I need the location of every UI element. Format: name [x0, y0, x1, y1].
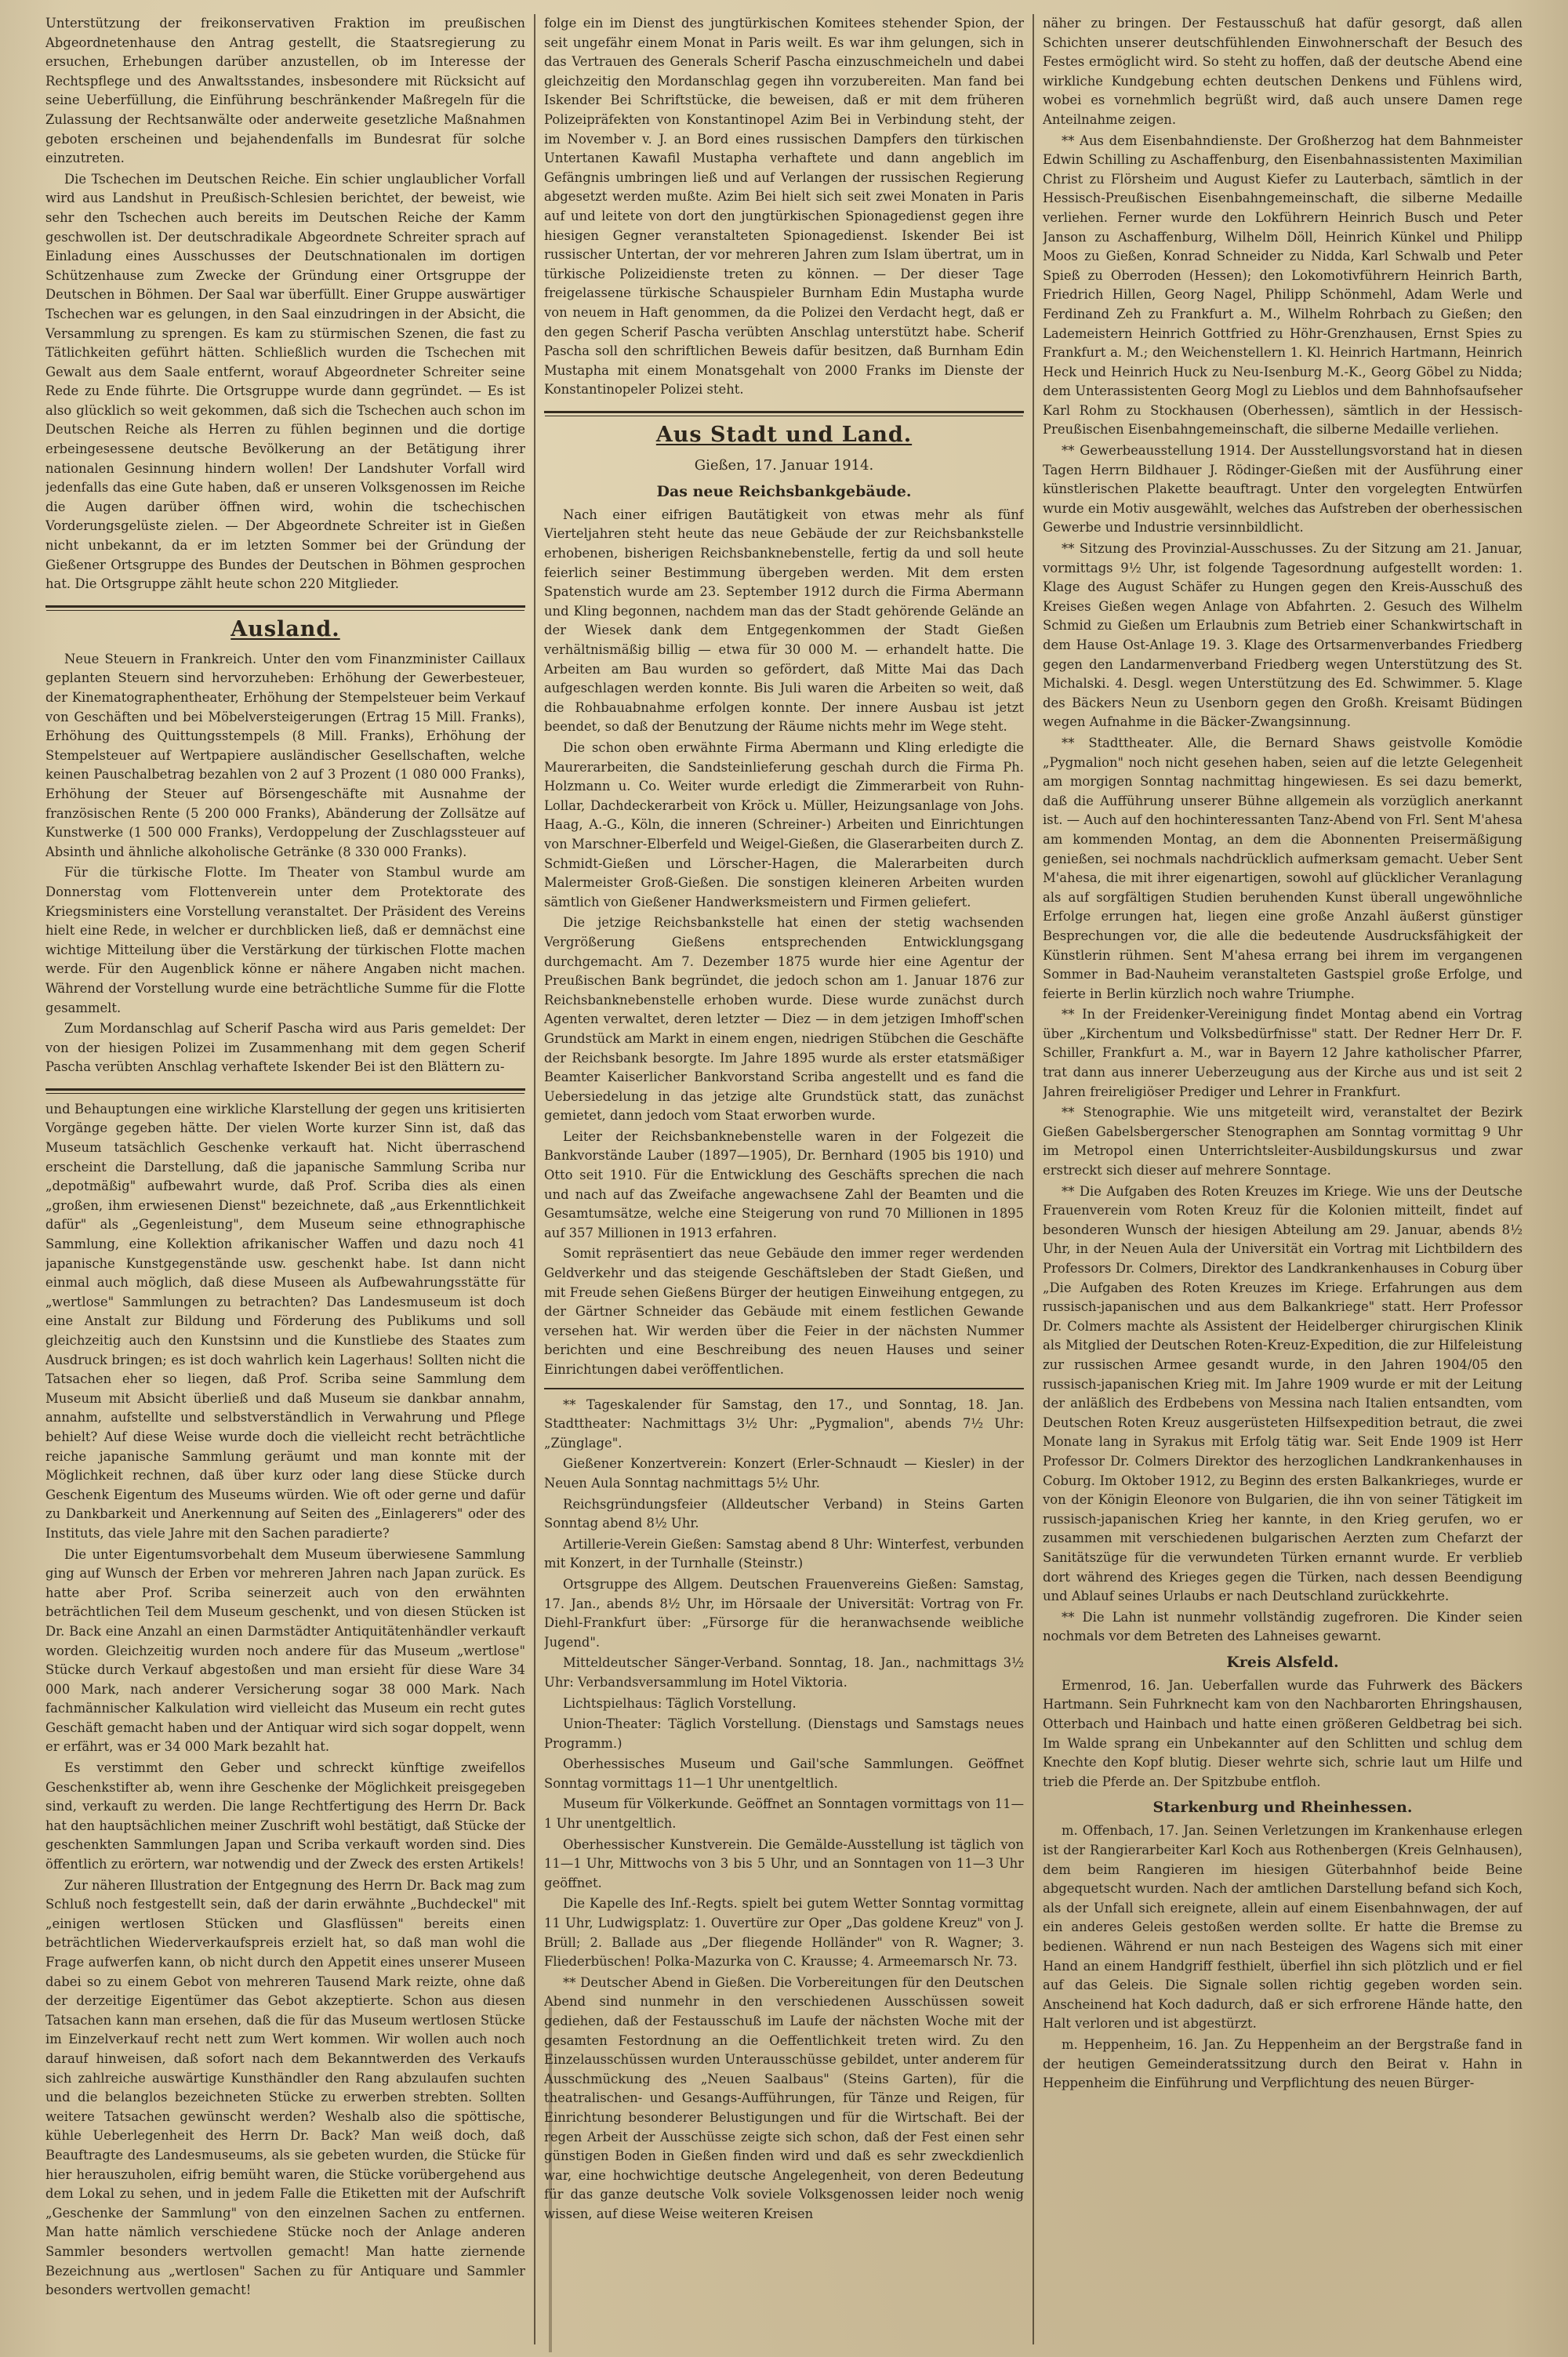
- column-right: [1043, 14, 1523, 2343]
- article-offenbach: m. Offenbach, 17. Jan. Seinen Verletzungen im Krankenhause erlegen ist der Rangierarbeiter Karl Koch aus Rothenbergen (Kreis Gelnhausen), dem beim Rangieren im hiesigen Güterbahnhof beide Beine abgequetscht wurden. Nach der amtlichen Darstellung befand sich Koch, als der Unfall sich ereignete, allein auf einem Eisenbahnwagen, der auf ein anderes Geleis gestoßen werden sollte. Er hatte die Bremse zu bedienen. Während er nun nach Besteigen des Wagens sich mit einer Hand an einem Handgriff festhielt, überfiel ihn sich plötzlich und er fiel auf das Geleis. Die Signale sollen richtig gegeben worden sein. Anscheinend hat Koch dadurch, daß er sich erfrorene Hände hatte, den Halt verloren und ist abgestürzt.: [1043, 1823, 1523, 2032]
- calendar-item: Union-Theater: Täglich Vorstellung. (Dienstags und Samstags neues Programm.): [544, 1716, 1024, 1751]
- article-reichsbank-1: Nach einer eifrigen Bautätigkeit von etwas mehr als fünf Vierteljahren steht heute das neue Gebäude der zur Reichsbankstelle erhobenen, bisherigen Reichsbanknebenstelle, fertig da und soll heute feierlich seiner Bestimmung übergeben werden. Mit dem ersten Spatenstich wurde am 23. September 1912 durch die Firma Abermann und Kling begonnen, nachdem man das der Stadt gehörende Gelände an der Wiesek dank dem Entgegenkommen der Stadt Gießen verhältnismäßig billig — etwa für 30 000 M. — erhandelt hatte. Die Arbeiten am Bau wurden so gefördert, daß Mitte Mai das Dach aufgeschlagen werden konnte. Bis Juli waren die Arbeiten so weit, daß die Rohbauabnahme erfolgen konnte. Der innere Ausbau ist jetzt beendet, so daß der Benutzung der Räume nichts mehr im Wege steht.: [544, 507, 1024, 735]
- article-provinzial-ausschuss: ** Sitzung des Provinzial-Ausschusses. Zu der Sitzung am 21. Januar, vormittags 9½ Uhr, ist folgende Tagesordnung aufgestellt worden: 1. Klage des August Schäfer zu Hungen gegen den Kreis-Ausschuß des Kreises Gießen wegen Anlage von Abfahrten. 2. Gesuch des Wilhelm Schmid zu Gießen um Erlaubnis zum Betrieb einer Schankwirtschaft in dem Hause Ost-Anlage 19. 3. Klage des Ortsarmenverbandes Friedberg gegen den Landarmenverband Friedberg wegen Unterstützung des St. Michalski. 4. Desgl. wegen Unterstützung des Ed. Schwimmer. 5. Klage des Bäckers Neun zu Usenborn gegen den Großh. Kreisamt Büdingen wegen Aufnahme in die Bäcker-Zwangsinnung.: [1043, 541, 1523, 730]
- article-heppenheim: m. Heppenheim, 16. Jan. Zu Heppenheim an der Bergstraße fand in der heutigen Gemeinderatssitzung durch den Beirat v. Hahn in Heppenheim die Einführung und Verpflichtung des neuen Bürger-: [1043, 2036, 1523, 2091]
- section-divider: [544, 411, 1024, 413]
- article-stadttheater: ** Stadttheater. Alle, die Bernard Shaws geistvolle Komödie „Pygmalion" noch nicht gesehen haben, seien auf die letzte Gelegenheit am morgigen Sonntag nachmittag hingewiesen. Es sei dazu bemerkt, daß die Aufführung unserer Bühne allgemein als vorzüglich anerkannt ist. — Auch auf den hochinteressanten Tanz-Abend von Frl. Sent M'ahesa am kommenden Montag, an dem die Abonnenten Preisermäßigung genießen, sei nochmals nachdrücklich aufmerksam gemacht. Ueber Sent M'ahesa, die mit ihrer eigenartigen, sowohl auf glücklicher Veranlagung als auf sorgfältigen Studien beruhenden Kunst überall ungewöhnliche Erfolge errungen hat, liegen eine große Anzahl äußerst günstiger Besprechungen vor, die alle die bedeutende Ausdrucksfähigkeit der Künstlerin rühmen. Sent M'ahesa errang bei ihrem im vergangenen Sommer in Bad-Nauheim veranstalteten Gastspiel große Erfolge, und feierte in Berlin kürzlich noch wahre Triumphe.: [1043, 735, 1523, 1001]
- article-reichsbank-3: Die jetzige Reichsbankstelle hat einen der stetig wachsenden Vergrößerung Gießens entsprechenden Entwicklungsgang durchgemacht. Am 7. Dezember 1875 wurde hier eine Agentur der Preußischen Bank begründet, die jedoch schon am 1. Januar 1876 zur Reichsbanknebenstelle erhoben wurde. Diese wurde zunächst durch Agenten verwaltet, deren letzter — Diez — in dem jetzigen Imhoff'schen Grundstück am Markt in einem engen, niedrigen Stübchen die Geschäfte der Reichsbank besorgte. Im Jahre 1895 wurde als erster etatsmäßiger Beamter Kaiserlicher Bankvorstand Scriba angestellt und es fand die Uebersiedelung in das jetzige alte Grundstück statt, das zunächst gemietet, dann jedoch vom Staat erworben wurde.: [544, 915, 1024, 1124]
- calendar-item: Lichtspielhaus: Täglich Vorstellung.: [563, 1695, 797, 1711]
- calendar-item: Mitteldeutscher Sänger-Verband. Sonntag, 18. Jan., nachmittags 3½ Uhr: Verbandsversammlung im Hotel Viktoria.: [544, 1655, 1024, 1690]
- article-museum-letter-2: Die unter Eigentumsvorbehalt dem Museum überwiesene Sammlung ging auf Wunsch der Erben vor mehreren Jahren nach Japan zurück. Es hatte aber Prof. Scriba seinerzeit auch von den erwähnten beträchtlichen Teil dem Museum geschenkt, und von diesen Stücken ist Dr. Back eine Anzahl an einen Darmstädter Antiquitätenhändler verkauft worden. Gleichzeitig wurden noch andere für das Museum „wertlose" Stücke durch Verkauf abgestoßen und man ersieht für diese Ware 34 000 Mark, nach anderer Versicherung sogar 38 000 Mark. Nach fachmännischer Kalkulation wird vielleicht das Museum ein recht gutes Geschäft gemacht haben und der Antiquar wird sich sogar doppelt, wenn er erfährt, was er 34 000 Mark bezahlt hat.: [45, 1546, 525, 1755]
- section-divider: [544, 1388, 1024, 1389]
- calendar-item: Oberhessisches Museum und Gail'sche Sammlungen. Geöffnet Sonntag vormittags 11—1 Uhr unentgeltlich.: [544, 1756, 1024, 1791]
- article-eisenbahndienst: ** Aus dem Eisenbahndienste. Der Großherzog hat dem Bahnmeister Edwin Schilling zu Aschaffenburg, den Eisenbahnassistenten Maximilian Christ zu Flörsheim und August Kiefer zu Lauterbach, sämtlich in der Hessisch-Preußischen Eisenbahngemeinschaft, die silberne Medaille verliehen. Ferner wurde den Lokführern Heinrich Busch und Peter Janson zu Aschaffenburg, Wilhelm Döll, Heinrich Künkel und Philipp Moos zu Gießen, Konrad Schneider zu Nidda, Karl Schwalb und Peter Spieß zu Oberroden (Hessen); den Lokomotivführern Heinrich Barth, Friedrich Hillen, Georg Nagel, Philipp Schönmehl, Adam Werle und Ferdinand Zeh zu Frankfurt a. M., Wilhelm Rohrbach zu Gießen; den Lademeistern Heinrich Gottfried zu Höhr-Grenzhausen, Ernst Spies zu Frankfurt a. M.; den Weichenstellern 1. Kl. Heinrich Hartmann, Heinrich Heck und Heinrich Huck zu Neu-Isenburg M.-K., Georg Göbel zu Nidda; dem Unterassistenten Georg Mogl zu Lieblos und dem Bahnhofsaufseher Karl Rohm zu Stockhausen (Oberhessen), sämtlich in der Hessisch-Preußischen Eisenbahngemeinschaft, die silberne Medaille verliehen.: [1043, 133, 1523, 438]
- calendar-item: ** Tageskalender für Samstag, den 17., und Sonntag, 18. Jan. Stadttheater: Nachmittags 3½ Uhr: „Pygmalion", abends 7½ Uhr: „Zünglage".: [544, 1396, 1024, 1451]
- column-middle: [544, 14, 1024, 2343]
- calendar-item: Reichsgründungsfeier (Alldeutscher Verband) in Steins Garten Sonntag abend 8½ Uhr.: [544, 1496, 1024, 1531]
- column-left: [45, 14, 525, 2343]
- article-museum-letter-4: Zur näheren Illustration der Entgegnung des Herrn Dr. Back mag zum Schluß noch festgestellt sein, daß der darin erwähnte „Buchdeckel" mit „einigen wertlosen Stücken und Glasflüssen" bereits einen beträchtlichen Wiederverkaufspreis erzielt hat, so daß man wohl die Frage aufwerfen kann, ob nicht durch den Appetit eines unserer Museen dabei so zu einem Gebot von mehreren Tausend Mark reizte, ohne daß der derzeitige Eigentümer das Gebot akzeptierte. Schon aus diesen Tatsachen kann man ersehen, daß die für das Museum wertlosen Stücke im Einzelverkauf recht nett zum Wert kommen. Wir wollen auch noch darauf hinweisen, daß sofort nach dem Bekanntwerden des Verkaufs sich zahlreiche auswärtige Kunsthändler den Rang abzulaufen suchten und die belanglos bezeichneten Stücke zu erwerben strebten. Sollten weitere Tatsachen gewünscht werden? Weshalb also die spöttische, kühle Ueberlegenheit des Herrn Dr. Back? Man weiß doch, daß Beauftragte des Landesmuseums, als sie gebeten wurden, die Stücke für hier herauszuholen, eifrig bemüht waren, die Stücke vorübergehend aus dem Lokal zu sehen, und in jedem Falle die Etiketten mit der Aufschrift „Geschenke der Sammlung" von den einzelnen Sachen zu entfernen. Man hatte nämlich verschiedene Stücke noch der Anlage anderen Sammler besonders wertvollen gemacht! Man hatte ziernende Bezeichnung aus „wertlosen" Sachen zu für Antiquare und Sammler besonders wertvollen gemacht!: [45, 1877, 525, 2298]
- calendar-item: Oberhessischer Kunstverein. Die Gemälde-Ausstellung ist täglich von 11—1 Uhr, Mittwochs von 3 bis 5 Uhr, und an Sonntagen von 11—3 Uhr geöffnet.: [544, 1836, 1024, 1890]
- article-museum-letter-3: Es verstimmt den Geber und schreckt künftige zweifellos Geschenkstifter ab, wenn ihre Geschenke der Möglichkeit preisgegeben sind, verkauft zu werden. Die lange Rechtfertigung des Herrn Dr. Back hat den hauptsächlichen meiner Zuschrift wohl bestätigt, daß Stücke der geschenkten Sammlungen Japan und Scriba verkauft worden sind. Dies öffentlich zu erörtern, war notwendig und der Zweck des ersten Artikels!: [45, 1760, 525, 1872]
- article-museum-letter: und Behauptungen eine wirkliche Klarstellung der gegen uns kritisierten Vorgänge gegeben hätte. Der vielen Worte kurzer Sinn ist, daß das Museum tatsächlich Geschenke verkauft hat. Nicht überraschend erscheint die Darstellung, daß die japanische Sammlung Scriba nur „depotmäßig" aufbewahrt wurde, daß Prof. Scriba dies als einen „großen, ihm erwiesenen Dienst" bezeichnete, daß „aus Erkenntlichkeit dafür" als „Gegenleistung", dem Museum seine ethnographische Sammlung, eine Kollektion afrikanischer Waffen und dazu noch 41 japanische Kunstgegenstände usw. geschenkt habe. Ist dann nicht einmal auch möglich, daß diese Museen als Aufbewahrungsstätte für „wertlose" Sammlungen zu betrachten? Das Landesmuseum ist doch eine Anstalt zur Bildung und Förderung des Publikums und soll gleichzeitig auch den Kunstsinn und die Kunstliebe des Staates zum Ausdruck bringen; es ist doch wahrlich kein Lagerhaus! Sollten nicht die Tatsachen eher so liegen, daß Prof. Scriba seine Sammlung dem Museum mit Absicht überließ und daß Museum sie dankbar annahm, annahm, aufstellte und selbstverständlich in Verwahrung und Pflege behielt? Auf diese Weise wurde doch die vielleicht recht beträchtliche reiche japanische Sammlung geräumt und man konnte mit der Möglichkeit rechnen, daß über kurz oder lang diese Stücke durch Geschenk Eigentum des Museums würden. Wie oft oder gerne und dafür zu Dankbarkeit und Anerkennung auf Seiten des „Einlagerers" oder des Instituts, das viele Jahre mit den Sachen paradierte?: [45, 1101, 525, 1541]
- section-divider: [45, 1088, 525, 1091]
- article-deutscher-abend: ** Deutscher Abend in Gießen. Die Vorbereitungen für den Deutschen Abend sind nunmehr in den verschiedenen Ausschüssen soweit gediehen, daß der Festausschuß im Laufe der nächsten Woche mit der gesamten Festordnung an die Oeffentlichkeit treten wird. Zu den Einzelausschüssen wurden Unterausschüsse gebildet, unter anderem für Ausschmückung des „Neuen Saalbaus" (Steins Garten), für die theatralischen- und Gesangs-Aufführungen, für Tänze und Reigen, für Einrichtung besonderer Belustigungen und für die Wirtschaft. Bei der regen Arbeit der Ausschüsse zeigte sich schon, daß der Fest einen sehr günstigen Boden in Gießen finden wird und daß es sehr zweckdienlich war, eine hochwichtige deutsche Angelegenheit, von deren Bedeutung für das ganze deutsche Volk soviele Volksgenossen leider noch wenig wissen, auf diese Weise weiteren Kreisen: [544, 1974, 1024, 2221]
- calendar-item: Gießener Konzertverein: Konzert (Erler-Schnaudt — Kiesler) in der Neuen Aula Sonntag nachmittags 5½ Uhr.: [544, 1456, 1024, 1491]
- article-lahn: ** Die Lahn ist nunmehr vollständig zugefroren. Die Kinder seien nochmals vor dem Betreten des Lahneises gewarnt.: [1043, 1609, 1523, 1644]
- article-paragraph: näher zu bringen. Der Festausschuß hat dafür gesorgt, daß allen Schichten unserer deutschfühlenden Einwohnerschaft der Besuch des Festes ermöglicht wird. So steht zu hoffen, daß der deutsche Abend eine wirkliche Kundgebung echten deutschen Denkens und Fühlens wird, wobei es vornehmlich begrüßt wird, daß auch unsere Damen rege Anteilnahme zeigen.: [1043, 16, 1523, 127]
- article-ermenrod: Ermenrod, 16. Jan. Ueberfallen wurde das Fuhrwerk des Bäckers Hartmann. Sein Fuhrknecht kam von den Nachbarorten Ehringshausen, Otterbach und Hainbach und hatte einen größeren Geldbetrag bei sich. Im Walde sprang ein Unbekannter auf den Schlitten und schlug dem Knechte den Kopf blutig. Dieser wehrte sich, schrie laut um Hilfe und trieb die Pferde an. Der Spitzbube entfloh.: [1043, 1677, 1523, 1789]
- article-tschechen: Die Tschechen im Deutschen Reiche. Ein schier unglaublicher Vorfall wird aus Landshut in Preußisch-Schlesien berichtet, der beweist, wie sehr den Tschechen auch bereits im Deutschen Reiche der Kamm geschwollen ist. Der deutschradikale Abgeordnete Schreiter sprach auf Einladung eines Ausschusses der Deutschnationalen im dortigen Schützenhause zum Zwecke der Gründung einer Ortsgruppe der Deutschen in Böhmen. Der Saal war überfüllt. Einer Gruppe auswärtiger Tschechen war es gelungen, in den Saal einzudringen in der Absicht, die Versammlung zu sprengen. Es kam zu stürmischen Szenen, die fast zu Tätlichkeiten geführt hätten. Schließlich wurden die Tschechen mit Gewalt aus dem Saale entfernt, worauf Abgeordneter Schreiter seine Rede zu Ende führte. Die Ortsgruppe wurde dann gegründet. — Es ist also glücklich so weit gekommen, daß sich die Tschechen auch schon im Deutschen Reiche als Herren zu fühlen beginnen und die dortige erbeingesessene deutsche Bevölkerung an der Betätigung ihrer nationalen Gesinnung hindern wollen! Der Landshuter Vorfall wird jedenfalls das eine Gute haben, daß er unseren Volksgenossen im Reiche die Augen darüber öffnen wird, wohin die tschechischen Vorderungsgelüste zielen. — Der Abgeordnete Schreiter ist in Gießen nicht unbekannt, da er im letzten Sommer bei der Gründung der Gießener Ortsgruppe des Bundes der Deutschen in Böhmen gesprochen hat. Die Ortsgruppe zählt heute schon 220 Mitglieder.: [45, 171, 525, 592]
- article-paragraph: folge ein im Dienst des jungtürkischen Komitees stehender Spion, der seit ungefähr einem Monat in Paris weilt. Es war ihm gelungen, sich in das Vertrauen des Generals Scherif Pascha einzuschmeicheln und dabei gleichzeitig den Mordanschlag gegen ihn vorzubereiten. Man fand bei Iskender Bei Schriftstücke, die beweisen, daß er mit dem früheren Polizeipräfekten von Konstantinopel Azim Bei in Verbindung steht, der im November v. J. an Bord eines russischen Dampfers den türkischen Untertanen Kawafil Mustapha verhaftete und dann angeblich im Gefängnis umbringen ließ und auf Verlangen der russischen Regierung abgesetzt werden mußte. Azim Bei hielt sich seit zwei Monaten in Paris auf und leitete von dort den jungtürkischen Spionagedienst gegen ihre hiesigen Gegner veranstalteten Spionagedienst. Iskender Bei ist russischer Untertan, der vor mehreren Jahren zum Islam übertrat, um in türkische Polizeidienste treten zu können. — Der dieser Tage freigelassene türkische Schauspieler Burnham Edin Mustapha wurde von neuem in Haft genommen, da die Polizei den Verdacht hegt, daß er den gegen Scherif Pascha verübten Anschlag unterstützt habe. Scherif Pascha soll den schriftlichen Beweis dafür besitzen, daß Burnham Edin Mustapha mit einem Monatsgehalt von 2000 Franks im Dienste der Konstantinopeler Polizei steht.: [544, 16, 1024, 398]
- subheading-starkenburg: Starkenburg und Rheinhessen.: [1152, 1799, 1413, 1817]
- article-gewerbeausstellung: ** Gewerbeausstellung 1914. Der Ausstellungsvorstand hat in diesen Tagen Herrn Bildhauer J. Rödinger-Gießen mit der Ausführung einer künstlerischen Plakette beauftragt. Unter den vorgelegten Entwürfen wurde ein Motiv ausgewählt, welches das Aufstreben der oberhessischen Gewerbe und Industrie versinnbildlicht.: [1043, 443, 1523, 536]
- article-reichsbank-5: Somit repräsentiert das neue Gebäude den immer reger werdenden Geldverkehr und das steigende Geschäftsleben der Stadt Gießen, und mit Freude sehen Gießens Bürger der heutigen Einweihung entgegen, zu der Gärtner Schneider das Gebäude mit einem festlichen Gewande versehen hat. Wir werden über die Feier in der nächsten Nummer berichten und eine Beschreibung des neuen Hauses und seiner Einrichtungen dabei veröffentlichen.: [544, 1246, 1024, 1377]
- section-divider: [45, 605, 525, 608]
- section-heading-stadt-und-land: Aus Stadt und Land.: [655, 422, 913, 447]
- subheading-reichsbank: Das neue Reichsbankgebäude.: [656, 482, 912, 500]
- article-rotes-kreuz: ** Die Aufgaben des Roten Kreuzes im Kriege. Wie uns der Deutsche Frauenverein vom Roten Kreuz für die Kolonien mitteilt, findet auf besonderen Wunsch der hiesigen Abteilung am 29. Januar, abends 8½ Uhr, in der Neuen Aula der Universität ein Vortrag mit Lichtbildern des Professors Dr. Colmers, Direktor des Landkrankenhauses in Coburg über „Die Aufgaben des Roten Kreuzes im Kriege. Erfahrungen aus dem russisch-japanischen und aus dem Balkankriege" statt. Herr Professor Dr. Colmers machte als Assistent der Heidelberger chirurgischen Klinik als Mitglied der Deutschen Roten-Kreuz-Expedition, die zur Hilfeleistung zur russischen Armee gesandt wurde, in den Jahren 1904/05 den russisch-japanischen Krieg mit. Im Jahre 1909 wurde er mit der Leitung der anläßlich des Erdbebens von Messina nach Italien entsandten, vom Deutschen Roten Kreuz ausgerüsteten Hilfsexpedition betraut, die zwei Monate lang in Syrakus mit Erfolg tätig war. Seit Ende 1909 ist Herr Professor Dr. Colmers Direktor des herzoglichen Landkrankenhauses in Coburg. Im Oktober 1912, zu Beginn des ersten Balkankrieges, wurde er von der Königin Eleonore von Bulgarien, die ihn von seiner Tätigkeit im russisch-japanischen Krieg her kannte, in den Krieg gerufen, wo er zusammen mit verschiedenen bulgarischen Aerzten zum Chefarzt der Sanitätszüge für die verwundeten Türken ernannt wurde. Er verblieb dort während des Krieges gegen die Türken, nach dessen Beendigung und Ablauf seines Urlaubs er nach Deutschland zurückkehrte.: [1043, 1183, 1523, 1604]
- article-mordanschlag: Zum Mordanschlag auf Scherif Pascha wird aus Paris gemeldet: Der von der hiesigen Polizei im Zusammenhang mit dem gegen Scherif Pascha verübten Anschlag verhaftete Iskender Bei ist den Blättern zu-: [45, 1021, 525, 1075]
- calendar-item: Artillerie-Verein Gießen: Samstag abend 8 Uhr: Winterfest, verbunden mit Konzert, in der Turnhalle (Steinstr.): [544, 1536, 1024, 1571]
- article-stenographie: ** Stenographie. Wie uns mitgeteilt wird, veranstaltet der Bezirk Gießen Gabelsbergerscher Stenographen am Sonntag vormittag 9 Uhr im Metropol einen Unterrichtsleiter-Ausbildungskursus und zwar erstreckt sich dieser auf mehrere Sonntage.: [1043, 1105, 1523, 1178]
- section-heading-ausland: Ausland.: [230, 616, 340, 641]
- subheading-kreis-alsfeld: Kreis Alsfeld.: [1226, 1653, 1339, 1671]
- dateline: Gießen, 17. Januar 1914.: [694, 456, 874, 474]
- calendar-item: Die Kapelle des Inf.-Regts. spielt bei gutem Wetter Sonntag vormittag 11 Uhr, Ludwigsplatz: 1. Ouvertüre zur Oper „Das goldene Kreuz" von J. Brüll; 2. Ballade aus „Der fliegende Holländer" von R. Wagner; 3. Fliederbüschen! Polka-Mazurka von C. Krausse; 4. Armeemarsch Nr. 73.: [544, 1896, 1024, 1970]
- article-steuern-frankreich: Neue Steuern in Frankreich. Unter den vom Finanzminister Caillaux geplanten Steuern sind hervorzuheben: Erhöhung der Gewerbesteuer, der Kinematographentheater, Erhöhung der Stempelsteuer beim Verkauf von Geschäften und bei Möbelversteigerungen (Ertrag 15 Mill. Franks), Erhöhung des Quittungsstempels (8 Mill. Franks), Erhöhung der Stempelsteuer auf Wertpapiere ausländischer Gesellschaften, welche keinen Pauschalbetrag bezahlen von 2 auf 3 Prozent (1 080 000 Franks), Erhöhung der Steuer auf Börsengeschäfte mit Ausnahme der französischen Rente (5 200 000 Franks), Abänderung der Zollsätze auf Kunstwerke (1 500 000 Franks), Verdoppelung der Zuschlagssteuer auf Absinth und ähnliche alkoholische Getränke (8 330 000 Franks).: [45, 651, 525, 859]
- article-reichsbank-2: Die schon oben erwähnte Firma Abermann und Kling erledigte die Maurerarbeiten, die Sandsteinlieferung geschah durch die Firma Ph. Holzmann u. Co. Weiter wurde erledigt die Zimmerarbeit von Ruhn-Lollar, Dachdeckerarbeit von Kröck u. Müller, Heizungsanlage von Johs. Haag, A.-G., Köln, die inneren (Schreiner-) Arbeiten und Einrichtungen von Marschner-Elberfeld und Weigel-Gießen, die Glaserarbeiten durch Z. Schmidt-Gießen und Lörscher-Hagen, die Malerarbeiten durch Malermeister Groß-Gießen. Die sonstigen kleineren Arbeiten wurden sämtlich von Gießener Handwerksmeistern und Firmen geliefert.: [544, 740, 1024, 910]
- column-rule-right: [1033, 14, 1034, 2344]
- article-tuerkische-flotte: Für die türkische Flotte. Im Theater von Stambul wurde am Donnerstag vom Flottenverein unter dem Protektorate des Kriegsministers eine Vorstellung veranstaltet. Der Präsident des Vereins hielt eine Rede, in welcher er durchblicken ließ, daß er demnächst eine wichtige Mitteilung über die Verstärkung der türkischen Flotte machen werde. Für den Augenblick könne er nähere Angaben nicht machen. Während der Vorstellung wurde eine beträchtliche Summe für die Flotte gesammelt.: [45, 865, 525, 1015]
- calendar-item: Museum für Völkerkunde. Geöffnet an Sonntagen vormittags von 11—1 Uhr unentgeltlich.: [544, 1796, 1024, 1832]
- article-reichsbank-4: Leiter der Reichsbanknebenstelle waren in der Folgezeit die Bankvorstände Lauber (1897—1905), Dr. Bernhard (1905 bis 1910) und Otto seit 1910. Für die Entwicklung des Geschäfts sprechen die nach und nach auf das Zweifache angewachsene Zahl der Beamten und die Gesamtumsätze, welche eine Steigerung von rund 70 Millionen in 1895 auf 357 Millionen in 1913 erfahren.: [544, 1128, 1024, 1240]
- calendar-item: Ortsgruppe des Allgem. Deutschen Frauenvereins Gießen: Samstag, 17. Jan., abends 8½ Uhr, im Hörsaale der Universität: Vortrag von Fr. Diehl-Frankfurt über: „Fürsorge für die heranwachsende weibliche Jugend".: [544, 1576, 1024, 1650]
- column-rule-left: [534, 14, 535, 2344]
- article-freidenker: ** In der Freidenker-Vereinigung findet Montag abend ein Vortrag über „Kirchentum und Volksbedürfnisse" statt. Der Redner Herr Dr. F. Schiller, Frankfurt a. M., war in Bayern 12 Jahre katholischer Pfarrer, trat dann aus innerer Ueberzeugung aus der Kirche aus und ist seit 2 Jahren freireligiöser Prediger und Lehrer in Frankfurt.: [1043, 1007, 1523, 1099]
- article-paragraph: Unterstützung der freikonservativen Fraktion im preußischen Abgeordnetenhause den Antrag gestellt, die Staatsregierung zu ersuchen, Erhebungen darüber anzustellen, ob im Interesse der Rechtspflege und des Anwaltsstandes, insbesondere mit Rücksicht auf seine Ueberfüllung, die Einführung beschränkender Maßregeln für die Zulassung der Rechtsanwälte oder anderweite gesetzliche Maßnahmen geboten erscheinen und bejahendenfalls im Bundesrat für solche einzutreten.: [45, 16, 525, 166]
